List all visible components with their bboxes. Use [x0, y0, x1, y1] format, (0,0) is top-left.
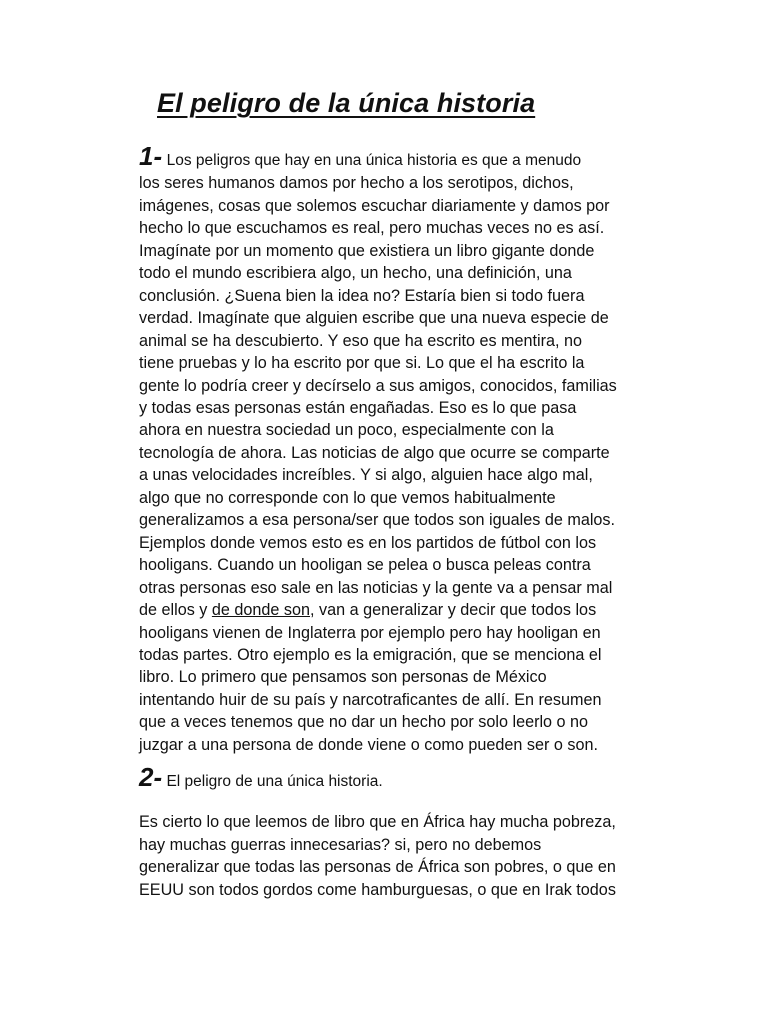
text-line: Ejemplos donde vemos esto es en los partidos de fútbol con los	[139, 533, 597, 552]
text-line: EEUU son todos gordos come hamburguesas, o que en Irak todos	[139, 880, 616, 899]
text-line-with-underline	[139, 599, 679, 621]
section-2-heading-text: El peligro de una única historia.	[166, 773, 383, 791]
text-line: hooligans vienen de Inglaterra por ejemplo pero hay hooligan en	[139, 623, 601, 642]
underlined-phrase: de donde son	[211, 601, 311, 620]
text-line: hay muchas guerras innecesarias? si, pero no debemos	[139, 835, 542, 854]
text-line: generalizamos a esa persona/ser que todos son iguales de malos.	[139, 511, 616, 530]
section-1-first-line	[139, 141, 679, 172]
text-line: los seres humanos damos por hecho a los serotipos, dichos,	[139, 174, 574, 193]
text-line: gente lo podría creer y decírselo a sus amigos, conocidos, familias	[139, 376, 617, 395]
text-line: Es cierto lo que leemos de libro que en África hay mucha pobreza,	[139, 813, 616, 832]
document-title: El peligro de la única historia	[157, 88, 536, 118]
section-1-number: 1-	[139, 141, 163, 171]
text-line: y todas esas personas están engañadas. Eso es lo que pasa	[139, 398, 577, 417]
text-line: tecnología de ahora. Las noticias de algo que ocurre se comparte	[139, 443, 610, 462]
text-line: verdad. Imagínate que alguien escribe que una nueva especie de	[139, 309, 609, 328]
text-line: a unas velocidades increíbles. Y si algo, alguien hace algo mal,	[139, 466, 593, 485]
text-line: Imagínate por un momento que existiera un libro gigante donde	[139, 241, 595, 260]
text-fragment: , van a generalizar y decir que todos los	[310, 601, 597, 620]
text-line: Los peligros que hay en una única historia es que a menudo	[166, 152, 582, 169]
text-line: animal se ha descubierto. Y eso que ha escrito es mentira, no	[139, 331, 583, 350]
text-line: generalizar que todas las personas de África son pobres, o que en	[139, 858, 616, 877]
section-2-paragraph	[139, 811, 679, 901]
text-line: algo que no corresponde con lo que vemos habitualmente	[139, 488, 556, 507]
text-fragment: de ellos y	[139, 601, 212, 620]
text-line: ahora en nuestra sociedad un poco, especialmente con la	[139, 421, 554, 440]
text-line: todo el mundo escribiera algo, un hecho, una definición, una	[139, 264, 572, 283]
text-line: hooligans. Cuando un hooligan se pelea o busca peleas contra	[139, 556, 591, 575]
text-line: intentando huir de su país y narcotraficantes de allí. En resumen	[139, 690, 602, 709]
text-line: imágenes, cosas que solemos escuchar diariamente y damos por	[139, 196, 610, 215]
text-line: juzgar a una persona de donde viene o como pueden ser o son.	[139, 735, 598, 754]
section-2-number: 2-	[139, 762, 163, 793]
document-body	[139, 141, 679, 901]
text-line: libro. Lo primero que pensamos son personas de México	[139, 668, 547, 687]
section-2-heading	[139, 762, 679, 795]
section-2	[139, 762, 679, 901]
text-line: otras personas eso sale en las noticias y la gente va a pensar mal	[139, 578, 613, 597]
section-1-paragraph	[139, 141, 679, 756]
text-line: tiene pruebas y lo ha escrito por que si. Lo que el ha escrito la	[139, 354, 585, 373]
text-line: todas partes. Otro ejemplo es la emigración, que se menciona el	[139, 645, 602, 664]
text-line: conclusión. ¿Suena bien la idea no? Estaría bien si todo fuera	[139, 286, 585, 305]
text-line: hecho lo que escuchamos es real, pero muchas veces no es así.	[139, 219, 605, 238]
text-line: que a veces tenemos que no dar un hecho por solo leerlo o no	[139, 713, 589, 732]
